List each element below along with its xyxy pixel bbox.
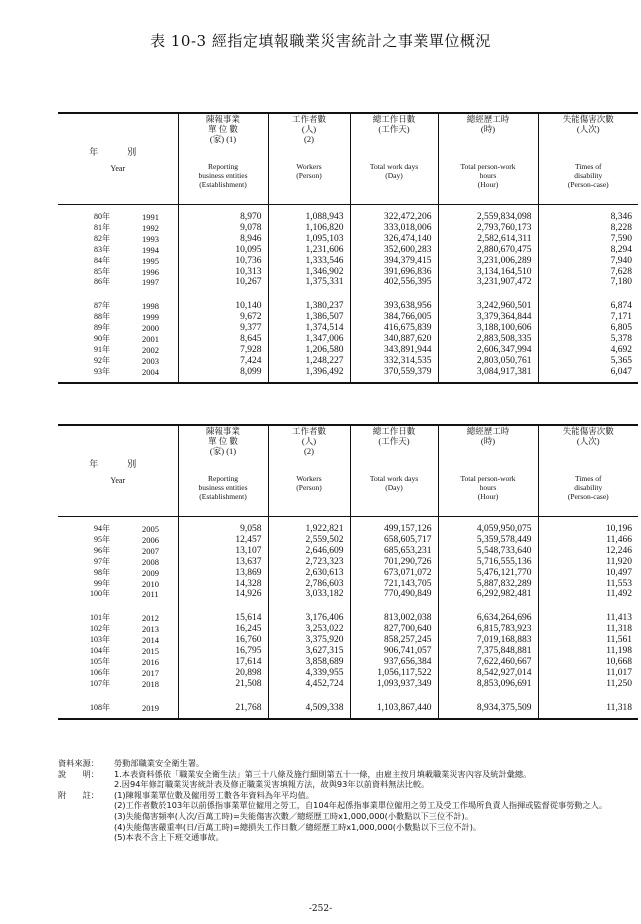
workdays-value: 906,741,057 — [350, 646, 438, 657]
entities-value: 21,508 — [178, 679, 268, 690]
hours-value: 2,803,050,761 — [438, 356, 538, 367]
ad-year: 2018 — [142, 678, 159, 689]
workers-value: 1,374,514 — [268, 323, 350, 334]
entities-value: 14,328 — [178, 579, 268, 590]
table-row — [58, 646, 638, 657]
footnote-item: (3)失能傷害頻率(人次/百萬工時)=失能傷害次數／總經歷工時x1,000,000(小數點以下三位不計)。 — [114, 810, 473, 821]
hours-value: 2,559,834,098 — [438, 212, 538, 223]
explain-item: 2.因94年修訂職業災害統計表及修正職業災害填報方法，故與93年以前資料無法比較。 — [114, 779, 430, 790]
table-row — [58, 613, 638, 624]
table-row — [58, 657, 638, 668]
col-disability-zh: 失能傷害次數 (人次) — [538, 425, 638, 474]
entities-value: 13,869 — [178, 568, 268, 579]
disability-value: 10,196 — [538, 524, 638, 535]
ad-year: 1993 — [142, 233, 159, 244]
ad-year: 2015 — [142, 646, 159, 657]
workers-value: 1,346,902 — [268, 267, 350, 278]
roc-year: 95年 — [94, 534, 110, 544]
disability-value: 11,017 — [538, 668, 638, 679]
disability-value: 5,365 — [538, 356, 638, 367]
workers-value: 1,396,492 — [268, 367, 350, 378]
disability-value: 8,294 — [538, 245, 638, 256]
table-row — [58, 277, 638, 288]
entities-value: 10,736 — [178, 256, 268, 267]
disability-value: 6,805 — [538, 323, 638, 334]
roc-year: 107年 — [90, 678, 110, 688]
workers-value: 3,253,022 — [268, 624, 350, 635]
workdays-value: 332,314,535 — [350, 356, 438, 367]
ad-year: 1996 — [142, 266, 159, 277]
entities-value: 10,095 — [178, 245, 268, 256]
disability-value: 7,940 — [538, 256, 638, 267]
hours-value: 4,059,950,075 — [438, 524, 538, 535]
workdays-value: 685,653,231 — [350, 546, 438, 557]
entities-value: 16,245 — [178, 624, 268, 635]
workdays-value: 333,018,006 — [350, 223, 438, 234]
roc-year: 91年 — [94, 344, 110, 354]
group-spacer — [58, 690, 638, 703]
disability-value: 11,413 — [538, 613, 638, 624]
entities-value: 16,760 — [178, 635, 268, 646]
ad-year: 1999 — [142, 312, 159, 323]
ad-year: 2008 — [142, 556, 159, 567]
entities-value: 10,140 — [178, 301, 268, 312]
roc-year: 103年 — [90, 635, 110, 645]
workdays-value: 352,600,283 — [350, 245, 438, 256]
roc-year: 88年 — [94, 312, 110, 322]
ad-year: 1991 — [142, 212, 159, 222]
col-disability-zh: 失能傷害次數 (人次) — [538, 113, 638, 162]
workdays-value: 499,157,126 — [350, 524, 438, 535]
workers-value: 1,380,237 — [268, 301, 350, 312]
disability-value: 7,628 — [538, 267, 638, 278]
footnotes — [58, 790, 638, 843]
workdays-value: 402,556,395 — [350, 277, 438, 288]
group-spacer — [58, 600, 638, 613]
col-workers-en: Workers (Person) — [268, 162, 350, 205]
ad-year: 2000 — [142, 323, 159, 334]
disability-value: 10,668 — [538, 657, 638, 668]
disability-value: 11,561 — [538, 635, 638, 646]
ad-year: 2005 — [142, 524, 159, 534]
table-row — [58, 579, 638, 590]
page-title: 表 10-3 經指定填報職業災害統計之事業單位概況 — [150, 32, 491, 50]
roc-year: 108年 — [90, 702, 110, 712]
hours-value: 3,231,006,289 — [438, 256, 538, 267]
roc-year: 90年 — [94, 334, 110, 344]
disability-value: 10,497 — [538, 568, 638, 579]
entities-value: 9,058 — [178, 524, 268, 535]
ad-year: 2009 — [142, 567, 159, 578]
disability-value: 6,047 — [538, 367, 638, 378]
entities-value: 9,672 — [178, 312, 268, 323]
roc-year: 89年 — [94, 323, 110, 333]
entities-value: 9,078 — [178, 223, 268, 234]
page-number: -252- — [308, 904, 333, 914]
roc-year: 94年 — [94, 524, 110, 533]
table-row — [58, 356, 638, 367]
workdays-value: 1,093,937,349 — [350, 679, 438, 690]
col-entities-en: Reporting business entities (Establishment) — [178, 162, 268, 205]
stats-table-1 — [58, 112, 638, 384]
workdays-value: 384,766,005 — [350, 312, 438, 323]
workers-value: 1,375,331 — [268, 277, 350, 288]
disability-value: 4,692 — [538, 345, 638, 356]
hours-value: 5,716,555,136 — [438, 557, 538, 568]
roc-year: 104年 — [90, 646, 110, 656]
group-spacer — [58, 378, 638, 383]
workers-value: 2,630,613 — [268, 568, 350, 579]
workers-value: 2,646,609 — [268, 546, 350, 557]
col-workdays-en: Total work days (Day) — [350, 162, 438, 205]
entities-value: 21,768 — [178, 703, 268, 714]
workdays-value: 322,472,206 — [350, 212, 438, 223]
hours-value: 5,359,578,449 — [438, 535, 538, 546]
disability-value: 7,171 — [538, 312, 638, 323]
workdays-value: 701,290,726 — [350, 557, 438, 568]
ad-year: 2013 — [142, 624, 159, 635]
workers-value: 1,922,821 — [268, 524, 350, 535]
entities-value: 13,107 — [178, 546, 268, 557]
hours-value: 6,292,982,481 — [438, 589, 538, 600]
workers-value: 2,786,603 — [268, 579, 350, 590]
workers-value: 4,452,724 — [268, 679, 350, 690]
table-row — [58, 568, 638, 579]
roc-year: 93年 — [94, 366, 110, 376]
explain-item: 1.本表資料係依「職業安全衛生法」第三十八條及施行細則第五十一條，由雇主按月填載職業災害內容及統計彙總。 — [114, 768, 532, 779]
ad-year: 2011 — [142, 589, 159, 600]
group-spacer — [58, 714, 638, 719]
workers-value: 3,627,315 — [268, 646, 350, 657]
footnote-label: 附 註： — [58, 789, 99, 800]
disability-value: 11,318 — [538, 703, 638, 714]
workdays-value: 343,891,944 — [350, 345, 438, 356]
ad-year: 2007 — [142, 545, 159, 556]
workers-value: 2,559,502 — [268, 535, 350, 546]
workers-value: 1,206,580 — [268, 345, 350, 356]
ad-year: 2004 — [142, 366, 159, 377]
workers-value: 1,347,006 — [268, 334, 350, 345]
year-header-zh: 年 別 — [89, 459, 147, 469]
roc-year: 85年 — [94, 266, 110, 276]
table-row — [58, 624, 638, 635]
workers-value: 3,858,689 — [268, 657, 350, 668]
workers-value: 3,375,920 — [268, 635, 350, 646]
workdays-value: 673,071,072 — [350, 568, 438, 579]
table-row — [58, 256, 638, 267]
disability-value: 7,590 — [538, 234, 638, 245]
entities-value: 16,795 — [178, 646, 268, 657]
col-disability-en: Times of disability (Person-case) — [538, 474, 638, 517]
roc-year: 102年 — [90, 624, 110, 634]
table-row — [58, 245, 638, 256]
source-note — [58, 758, 638, 769]
ad-year: 2016 — [142, 656, 159, 667]
col-hours-en: Total person-work hours (Hour) — [438, 474, 538, 517]
workers-value: 1,231,606 — [268, 245, 350, 256]
hours-value: 3,188,100,606 — [438, 323, 538, 334]
footnote-item: (5)本表不含上下班交通事故。 — [114, 832, 224, 843]
entities-value: 10,267 — [178, 277, 268, 288]
table-row — [58, 635, 638, 646]
disability-value: 6,874 — [538, 301, 638, 312]
year-header-zh: 年 別 — [89, 147, 147, 157]
hours-value: 5,548,733,640 — [438, 546, 538, 557]
workdays-value: 721,143,705 — [350, 579, 438, 590]
disability-value: 7,180 — [538, 277, 638, 288]
roc-year: 99年 — [94, 578, 110, 588]
footnote-item: (4)失能傷害嚴重率(日/百萬工時)=總損失工作日數／總經歷工時x1,000,000(小數點以下三位不計)。 — [114, 821, 482, 832]
table-row — [58, 223, 638, 234]
disability-value: 11,198 — [538, 646, 638, 657]
disability-value: 8,346 — [538, 212, 638, 223]
footnote-item: (2)工作者數於103年以前係指事業單位僱用之勞工，自104年起係指事業單位僱用之勞工及受工作場所負責人指揮或監督從事勞動之人。 — [114, 800, 608, 811]
table-row — [58, 589, 638, 600]
hours-value: 8,934,375,509 — [438, 703, 538, 714]
stats-table-2 — [58, 424, 638, 720]
col-entities-zh: 陳報事業 單 位 數 (家) (1) — [178, 113, 268, 162]
group-spacer — [58, 288, 638, 301]
col-workers-zh: 工作者數 (人) (2) — [268, 425, 350, 474]
table-row — [58, 312, 638, 323]
workers-value: 2,723,323 — [268, 557, 350, 568]
workdays-value: 394,379,415 — [350, 256, 438, 267]
table-row — [58, 546, 638, 557]
hours-value: 3,084,917,381 — [438, 367, 538, 378]
disability-value: 11,492 — [538, 589, 638, 600]
workdays-value: 770,490,849 — [350, 589, 438, 600]
table-row — [58, 345, 638, 356]
table-row — [58, 301, 638, 312]
hours-value: 3,242,960,501 — [438, 301, 538, 312]
roc-year: 92年 — [94, 355, 110, 365]
table-row — [58, 679, 638, 690]
roc-year: 81年 — [94, 222, 110, 232]
workdays-value: 658,605,717 — [350, 535, 438, 546]
col-workdays-en: Total work days (Day) — [350, 474, 438, 517]
workers-value: 1,095,103 — [268, 234, 350, 245]
hours-value: 2,880,670,475 — [438, 245, 538, 256]
workers-value: 1,333,546 — [268, 256, 350, 267]
col-hours-zh: 總經歷工時 (時) — [438, 113, 538, 162]
group-spacer — [58, 205, 638, 213]
ad-year: 2017 — [142, 667, 159, 678]
roc-year: 86年 — [94, 277, 110, 287]
workdays-value: 391,696,836 — [350, 267, 438, 278]
col-entities-en: Reporting business entities (Establishment) — [178, 474, 268, 517]
table-row — [58, 535, 638, 546]
col-workers-en: Workers (Person) — [268, 474, 350, 517]
disability-value: 11,250 — [538, 679, 638, 690]
table-row — [58, 557, 638, 568]
entities-value: 20,898 — [178, 668, 268, 679]
ad-year: 2019 — [142, 702, 159, 713]
hours-value: 8,542,927,014 — [438, 668, 538, 679]
entities-value: 8,946 — [178, 234, 268, 245]
ad-year: 2012 — [142, 613, 159, 624]
entities-value: 13,637 — [178, 557, 268, 568]
workdays-value: 858,257,245 — [350, 635, 438, 646]
group-spacer — [58, 517, 638, 525]
table-row — [58, 212, 638, 223]
disability-value: 11,553 — [538, 579, 638, 590]
workdays-value: 416,675,839 — [350, 323, 438, 334]
hours-value: 3,231,907,472 — [438, 277, 538, 288]
roc-year: 80年 — [94, 212, 110, 221]
hours-value: 5,887,832,289 — [438, 579, 538, 590]
entities-value: 10,313 — [178, 267, 268, 278]
table-header — [58, 113, 638, 205]
source-text: 勞動部職業安全衛生署。 — [114, 758, 205, 768]
entities-value: 7,424 — [178, 356, 268, 367]
hours-value: 2,582,614,311 — [438, 234, 538, 245]
workdays-value: 813,002,038 — [350, 613, 438, 624]
roc-year: 97年 — [94, 556, 110, 566]
col-workdays-zh: 總工作日數 (工作天) — [350, 113, 438, 162]
ad-year: 1998 — [142, 301, 159, 312]
table-row — [58, 323, 638, 334]
table-row — [58, 367, 638, 378]
ad-year: 1992 — [142, 222, 159, 233]
roc-year: 105年 — [90, 656, 110, 666]
workdays-value: 370,559,379 — [350, 367, 438, 378]
hours-value: 8,853,096,691 — [438, 679, 538, 690]
disability-value: 5,378 — [538, 334, 638, 345]
hours-value: 2,793,760,173 — [438, 223, 538, 234]
roc-year: 84年 — [94, 255, 110, 265]
year-header-en: Year — [110, 476, 126, 485]
ad-year: 2002 — [142, 344, 159, 355]
ad-year: 2010 — [142, 578, 159, 589]
hours-value: 7,375,848,881 — [438, 646, 538, 657]
footnote-item: (1)陳報事業單位數及僱用勞工數各年資料為年平均值。 — [114, 789, 314, 800]
disability-value: 8,228 — [538, 223, 638, 234]
hours-value: 3,379,364,844 — [438, 312, 538, 323]
workdays-value: 1,056,117,522 — [350, 668, 438, 679]
entities-value: 15,614 — [178, 613, 268, 624]
table-body — [58, 517, 638, 719]
ad-year: 2006 — [142, 534, 159, 545]
hours-value: 7,622,460,667 — [438, 657, 538, 668]
entities-value: 8,645 — [178, 334, 268, 345]
workers-value: 3,176,406 — [268, 613, 350, 624]
disability-value: 11,920 — [538, 557, 638, 568]
roc-year: 98年 — [94, 567, 110, 577]
table-row — [58, 668, 638, 679]
hours-value: 6,815,783,923 — [438, 624, 538, 635]
disability-value: 11,466 — [538, 535, 638, 546]
workers-value: 4,509,338 — [268, 703, 350, 714]
workers-value: 3,033,182 — [268, 589, 350, 600]
roc-year: 100年 — [90, 589, 110, 599]
table-row — [58, 267, 638, 278]
table-row — [58, 234, 638, 245]
col-hours-zh: 總經歷工時 (時) — [438, 425, 538, 474]
roc-year: 101年 — [90, 613, 110, 623]
explain-note — [58, 769, 638, 790]
workers-value: 1,386,507 — [268, 312, 350, 323]
hours-value: 7,019,168,883 — [438, 635, 538, 646]
disability-value: 11,318 — [538, 624, 638, 635]
col-workers-zh: 工作者數 (人) (2) — [268, 113, 350, 162]
roc-year: 83年 — [94, 244, 110, 254]
workdays-value: 937,656,384 — [350, 657, 438, 668]
col-workdays-zh: 總工作日數 (工作天) — [350, 425, 438, 474]
workdays-value: 393,638,956 — [350, 301, 438, 312]
workdays-value: 340,887,620 — [350, 334, 438, 345]
entities-value: 8,970 — [178, 212, 268, 223]
entities-value: 12,457 — [178, 535, 268, 546]
hours-value: 3,134,164,510 — [438, 267, 538, 278]
explain-label: 說 明： — [58, 768, 99, 779]
ad-year: 1997 — [142, 277, 159, 288]
workdays-value: 326,474,140 — [350, 234, 438, 245]
ad-year: 2003 — [142, 355, 159, 366]
workers-value: 1,088,943 — [268, 212, 350, 223]
workers-value: 4,339,955 — [268, 668, 350, 679]
notes-section — [58, 758, 638, 843]
col-entities-zh: 陳報事業 單 位 數 (家) (1) — [178, 425, 268, 474]
ad-year: 1994 — [142, 244, 159, 255]
col-disability-en: Times of disability (Person-case) — [538, 162, 638, 205]
workdays-value: 827,700,640 — [350, 624, 438, 635]
hours-value: 5,476,121,770 — [438, 568, 538, 579]
hours-value: 2,606,347,994 — [438, 345, 538, 356]
table-row — [58, 524, 638, 535]
entities-value: 14,926 — [178, 589, 268, 600]
hours-value: 2,883,508,335 — [438, 334, 538, 345]
entities-value: 9,377 — [178, 323, 268, 334]
roc-year: 96年 — [94, 545, 110, 555]
disability-value: 12,246 — [538, 546, 638, 557]
table-body — [58, 205, 638, 383]
workdays-value: 1,103,867,440 — [350, 703, 438, 714]
entities-value: 7,928 — [178, 345, 268, 356]
hours-value: 6,634,264,696 — [438, 613, 538, 624]
table-row — [58, 334, 638, 345]
ad-year: 2014 — [142, 635, 159, 646]
source-label: 資料來源： — [58, 758, 99, 768]
roc-year: 87年 — [94, 301, 110, 311]
entities-value: 8,099 — [178, 367, 268, 378]
ad-year: 2001 — [142, 334, 159, 345]
workers-value: 1,106,820 — [268, 223, 350, 234]
entities-value: 17,614 — [178, 657, 268, 668]
table-header — [58, 425, 638, 517]
ad-year: 1995 — [142, 255, 159, 266]
roc-year: 106年 — [90, 667, 110, 677]
table-row — [58, 703, 638, 714]
roc-year: 82年 — [94, 233, 110, 243]
year-header-en: Year — [110, 164, 126, 173]
workers-value: 1,248,227 — [268, 356, 350, 367]
col-hours-en: Total person-work hours (Hour) — [438, 162, 538, 205]
